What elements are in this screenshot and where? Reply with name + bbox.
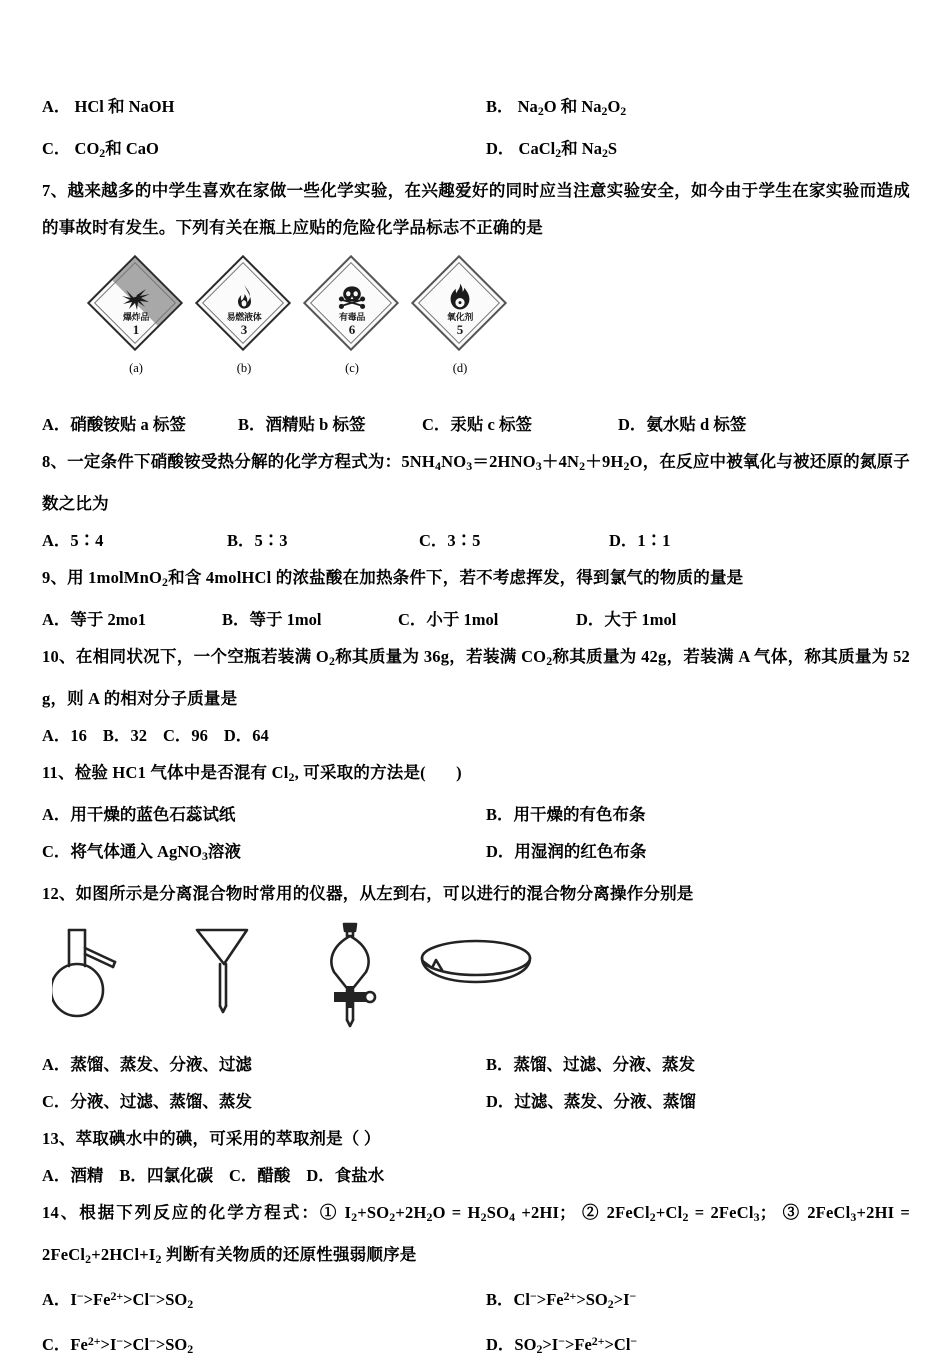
option-a-label-q9: A．: [42, 609, 71, 629]
option-a-q6: [42, 88, 476, 130]
question-8-options: [42, 522, 910, 559]
option-d-label-q13: D．: [306, 1165, 335, 1185]
option-d-q8: [609, 522, 670, 559]
option-b-label-q12: B．: [486, 1054, 514, 1074]
question-8-stem-after: ，在反应中被氧化与被还原的氮原子数之比为: [42, 451, 911, 513]
question-11-options-row-2: [42, 833, 910, 875]
question-11-options-row-1: [42, 796, 910, 833]
option-d-q13: [306, 1166, 384, 1185]
question-11-stem: [42, 754, 910, 796]
option-d-q7: [618, 406, 746, 443]
option-d-text-q8: 1∶1: [637, 530, 671, 550]
option-a-text-q12: 蒸馏、蒸发、分液、过滤: [70, 1054, 252, 1074]
question-12-options-row-2: [42, 1083, 910, 1120]
option-c-text-q6: $CO_2$和 CaO: [74, 138, 159, 160]
question-14-stem-after: 判断有关物质的还原性强弱顺序是: [165, 1244, 417, 1264]
question-7-stem: [42, 172, 910, 246]
hazard-diamond-shape-c: [303, 255, 399, 351]
option-c-q6: [42, 130, 476, 172]
question-8-stem: [42, 443, 910, 522]
option-c-q8: [419, 522, 609, 559]
apparatus-separatory-funnel: [300, 920, 420, 1030]
apparatus-evaporating-dish: [414, 920, 534, 1030]
option-a-text-q9: 等于 2mo1: [70, 609, 147, 629]
question-8-number: 8、: [42, 451, 68, 471]
option-b-label-q7: B．: [238, 414, 266, 434]
apparatus-funnel: [184, 920, 304, 1030]
option-b-q9: [222, 601, 398, 638]
hazard-name-d: 氧化剂: [446, 311, 474, 322]
option-d-text-q6: CaCl$_2$和 $Na_2S$: [518, 138, 618, 160]
option-d-text-q12: 过滤、蒸发、分液、蒸馏: [514, 1091, 696, 1111]
option-d-text-q11: 用湿润的红色布条: [514, 841, 647, 861]
option-b-q6: [476, 88, 910, 130]
option-c-q14: [42, 1323, 476, 1368]
question-8-equation: $5NH_4NO_3=2HNO_3+4N_2+9H_2O$: [401, 451, 643, 473]
option-c-q10: [163, 726, 208, 745]
option-c-label-q14: C．: [42, 1334, 71, 1354]
separatory-funnel-icon: [300, 920, 420, 1030]
option-d-text-q13: 食盐水: [334, 1165, 385, 1185]
hazard-diamond-d: [412, 256, 508, 352]
option-a-text-q6: HCl 和 NaOH: [74, 97, 175, 116]
question-14-stem-before: 根据下列反应的化学方程式：: [79, 1202, 320, 1222]
question-7-options: [42, 406, 910, 443]
option-c-q7: [422, 406, 618, 443]
option-b-text-q11: 用干燥的有色布条: [513, 804, 646, 824]
option-a-label-q10: A．: [42, 725, 71, 745]
hazard-label-b: [192, 256, 296, 384]
question-14-equation-3: ③ 2FeCl$_3$+2HI = $2FeCl_2+2HCl+I_2$: [42, 1202, 910, 1266]
option-a-text-q13: 酒精: [70, 1165, 104, 1185]
option-c-q11: [42, 833, 476, 875]
hazard-diamond-shape-d: [411, 255, 507, 351]
option-b-text-q9: 等于 1mol: [249, 609, 322, 629]
apparatus-distillation-flask: [52, 920, 172, 1030]
question-10-options: [42, 717, 910, 754]
option-b-label-q13: B．: [119, 1165, 147, 1185]
option-a-q14: [42, 1278, 476, 1323]
exam-content: [42, 88, 910, 1368]
option-c-label-q6: C．: [42, 138, 71, 158]
option-c-text-q8: 3∶5: [447, 530, 481, 550]
hazard-number-b: 3: [240, 321, 248, 337]
question-8-stem-before: 一定条件下硝酸铵受热分解的化学方程式为：: [67, 451, 402, 471]
question-6-options-row-2: [42, 130, 910, 172]
hazard-name-c: 有毒品: [338, 311, 366, 322]
option-a-q10: [42, 726, 87, 745]
option-b-label-q14: B．: [486, 1289, 514, 1309]
option-b-text-q7: 酒精贴 b 标签: [265, 414, 366, 434]
question-12-stem: [42, 875, 910, 912]
hazard-number-a: 1: [132, 321, 140, 337]
option-a-label-q7: A．: [42, 414, 71, 434]
hazard-caption-b: (b): [236, 360, 252, 375]
option-c-label-q8: C．: [419, 530, 448, 550]
hazard-name-b: 易燃液体: [226, 311, 262, 322]
question-11-number: 11、: [42, 762, 75, 782]
option-b-q13: [119, 1166, 213, 1185]
option-a-q13: [42, 1166, 103, 1185]
question-9-number: 9、: [42, 567, 68, 587]
option-a-label-q14: A．: [42, 1289, 71, 1309]
option-d-label-q9: D．: [576, 609, 605, 629]
option-b-q10: [103, 726, 147, 745]
option-c-label-q10: C．: [162, 725, 192, 745]
question-10-stem: [42, 638, 910, 717]
option-b-text-q12: 蒸馏、过滤、分液、蒸发: [513, 1054, 696, 1074]
option-c-label-q7: C．: [422, 414, 451, 434]
question-13-number: 13、: [42, 1128, 76, 1148]
question-14-options-row-2: [42, 1323, 910, 1368]
option-a-q9: [42, 601, 222, 638]
option-b-label-q9: B．: [222, 609, 250, 629]
option-a-label-q12: A．: [42, 1054, 71, 1074]
option-d-q9: [576, 601, 676, 638]
question-6-options-row-1: [42, 88, 910, 130]
option-c-text-q10: 96: [191, 725, 208, 745]
hazard-caption-a: (a): [129, 360, 143, 375]
hazard-inner-border-c: [310, 262, 392, 344]
option-a-label-q8: A．: [42, 530, 71, 550]
option-d-q14: [476, 1323, 910, 1368]
question-12-number: 12、: [42, 883, 76, 903]
option-a-text-q7: 硝酸铵贴 a 标签: [70, 414, 186, 434]
option-d-label-q11: D．: [486, 841, 515, 861]
question-14-stem: [42, 1194, 910, 1278]
option-a-label-q6: A．: [42, 97, 71, 116]
hazard-label-d: [408, 256, 512, 384]
option-c-text-q12: 分液、过滤、蒸馏、蒸发: [70, 1091, 252, 1111]
option-a-text-q10: 16: [70, 725, 87, 745]
option-c-text-q9: 小于 1mol: [426, 609, 499, 629]
option-d-text-q14: $SO_2>I^->Fe^{2+}>Cl^-$: [514, 1333, 638, 1356]
option-b-label-q11: B．: [486, 804, 514, 824]
question-10-stem-text: 在相同状况下，一个空瓶若装满 $O_2$称其质量为 36g，若装满 $CO_2$称其质量为 42g，若装满 A 气体，称其质量为 52 g，则 A 的相对分子质量是: [42, 646, 910, 708]
question-12-options-row-1: [42, 1046, 910, 1083]
option-c-label-q9: C．: [398, 609, 427, 629]
option-d-label-q12: D．: [486, 1091, 515, 1111]
option-b-label-q8: B．: [227, 530, 255, 550]
option-c-text-q13: 醋酸: [257, 1165, 291, 1185]
option-c-label-q12: C．: [42, 1091, 71, 1111]
option-a-q12: [42, 1046, 476, 1083]
option-d-q12: [476, 1083, 910, 1120]
option-b-q7: [238, 406, 422, 443]
hazard-inner-border-d: [418, 262, 500, 344]
option-d-label-q8: D．: [609, 530, 638, 550]
option-d-q10: [224, 726, 269, 745]
question-9-options: [42, 601, 910, 638]
option-c-text-q11: 将气体通入 AgNO$_3$溶液: [70, 841, 241, 863]
hazard-name-a: 爆炸品: [122, 311, 150, 322]
evaporating-dish-icon: [414, 920, 554, 1030]
hazard-label-c: [300, 256, 404, 384]
option-d-q6: [476, 130, 910, 172]
question-7-stem-text: 越来越多的中学生喜欢在家做一些化学实验，在兴趣爱好的同时应当注意实验安全，如今由于学生在家实验而造成的事故时有发生。下列有关在瓶上应贴的危险化学品标志不正确的是: [42, 180, 911, 237]
question-14-equation-1: ① $I_2+SO_2+2H_2O = H_2SO_4 +2HI$；: [319, 1202, 576, 1224]
option-d-q11: [476, 833, 910, 875]
option-a-q7: [42, 406, 238, 443]
option-a-text-q11: 用干燥的蓝色石蕊试纸: [70, 804, 236, 824]
option-c-label-q11: C．: [42, 841, 71, 861]
option-b-text-q13: 四氯化碳: [146, 1165, 213, 1185]
question-9-stem: [42, 559, 910, 601]
option-a-text-q14: $I^->Fe^{2+}>Cl^->SO_2$: [70, 1288, 194, 1311]
hazard-number-c: 6: [348, 321, 356, 337]
option-d-label-q14: D．: [486, 1334, 515, 1354]
option-d-text-q9: 大于 1mol: [604, 609, 677, 629]
hazard-diamond-shape-b: [195, 255, 291, 351]
option-a-label-q11: A．: [42, 804, 71, 824]
option-c-q9: [398, 601, 576, 638]
option-d-text-q7: 氨水贴 d 标签: [646, 414, 747, 434]
option-b-q14: [476, 1278, 910, 1323]
option-b-text-q14: $Cl^->Fe^{2+}>SO_2>I^-$: [513, 1288, 637, 1311]
hazard-diamond-c: [304, 256, 400, 352]
option-b-text-q10: 32: [130, 725, 147, 745]
option-b-label-q10: B．: [102, 725, 131, 745]
option-d-label-q7: D．: [618, 414, 647, 434]
hazard-diamond-b: [196, 256, 292, 352]
question-13-stem: [42, 1120, 910, 1157]
question-12-stem-text: 如图所示是分离混合物时常用的仪器，从左到右，可以进行的混合物分离操作分别是: [75, 883, 694, 903]
question-11-stem-text: 检验 HC1 气体中是否混有 $Cl_2$, 可采取的方法是( ): [74, 762, 462, 784]
question-14-options-row-1: [42, 1278, 910, 1323]
question-13-options: [42, 1157, 910, 1194]
option-d-label-q6: D．: [486, 138, 515, 158]
option-c-q13: [229, 1166, 290, 1185]
question-10-number: 10、: [42, 646, 76, 666]
option-b-q8: [227, 522, 419, 559]
hazard-inner-border-a: [94, 262, 176, 344]
option-a-label-q13: A．: [42, 1165, 71, 1185]
option-d-text-q10: 64: [252, 725, 269, 745]
question-14-number: 14、: [42, 1202, 80, 1222]
option-d-label-q10: D．: [223, 725, 253, 745]
hazard-caption-d: (d): [452, 360, 468, 375]
option-b-text-q6: $Na_2O$ 和 $Na_2O_2$: [517, 97, 627, 118]
funnel-icon: [184, 920, 304, 1030]
hazard-caption-c: (c): [345, 360, 359, 375]
option-b-q12: [476, 1046, 910, 1083]
distillation-flask-icon: [52, 920, 172, 1030]
hazard-number-d: 5: [456, 321, 464, 337]
hazard-label-a: [84, 256, 188, 384]
hazard-inner-border-b: [202, 262, 284, 344]
option-c-q12: [42, 1083, 476, 1120]
option-b-label-q6: B．: [486, 97, 514, 116]
question-14-equation-2: ② $2FeCl_2+Cl_2$ = 2FeCl$_3$；: [575, 1202, 777, 1224]
option-b-text-q8: 5∶3: [254, 530, 288, 550]
hazard-diamond-shape-a: [87, 255, 183, 351]
option-a-q11: [42, 796, 476, 833]
hazard-labels-figure: [42, 256, 910, 386]
question-13-stem-text: 萃取碘水中的碘，可采用的萃取剂是（ ）: [75, 1128, 381, 1148]
apparatus-figure: [42, 920, 910, 1032]
option-c-label-q13: C．: [228, 1165, 258, 1185]
option-c-text-q7: 汞贴 c 标签: [450, 414, 532, 434]
option-a-q8: [42, 522, 227, 559]
question-9-stem-text: 用 1molMnO$_2$和含 4molHCl 的浓盐酸在加热条件下，若不考虑挥发，得到氯气的物质的量是: [67, 567, 744, 589]
option-c-text-q14: $Fe^{2+}>I^->Cl^->SO_2$: [70, 1333, 194, 1356]
question-7-number: 7、: [42, 180, 68, 200]
option-b-q11: [476, 796, 910, 833]
hazard-diamond-a: [88, 256, 184, 352]
option-a-text-q8: 5∶4: [70, 530, 104, 550]
